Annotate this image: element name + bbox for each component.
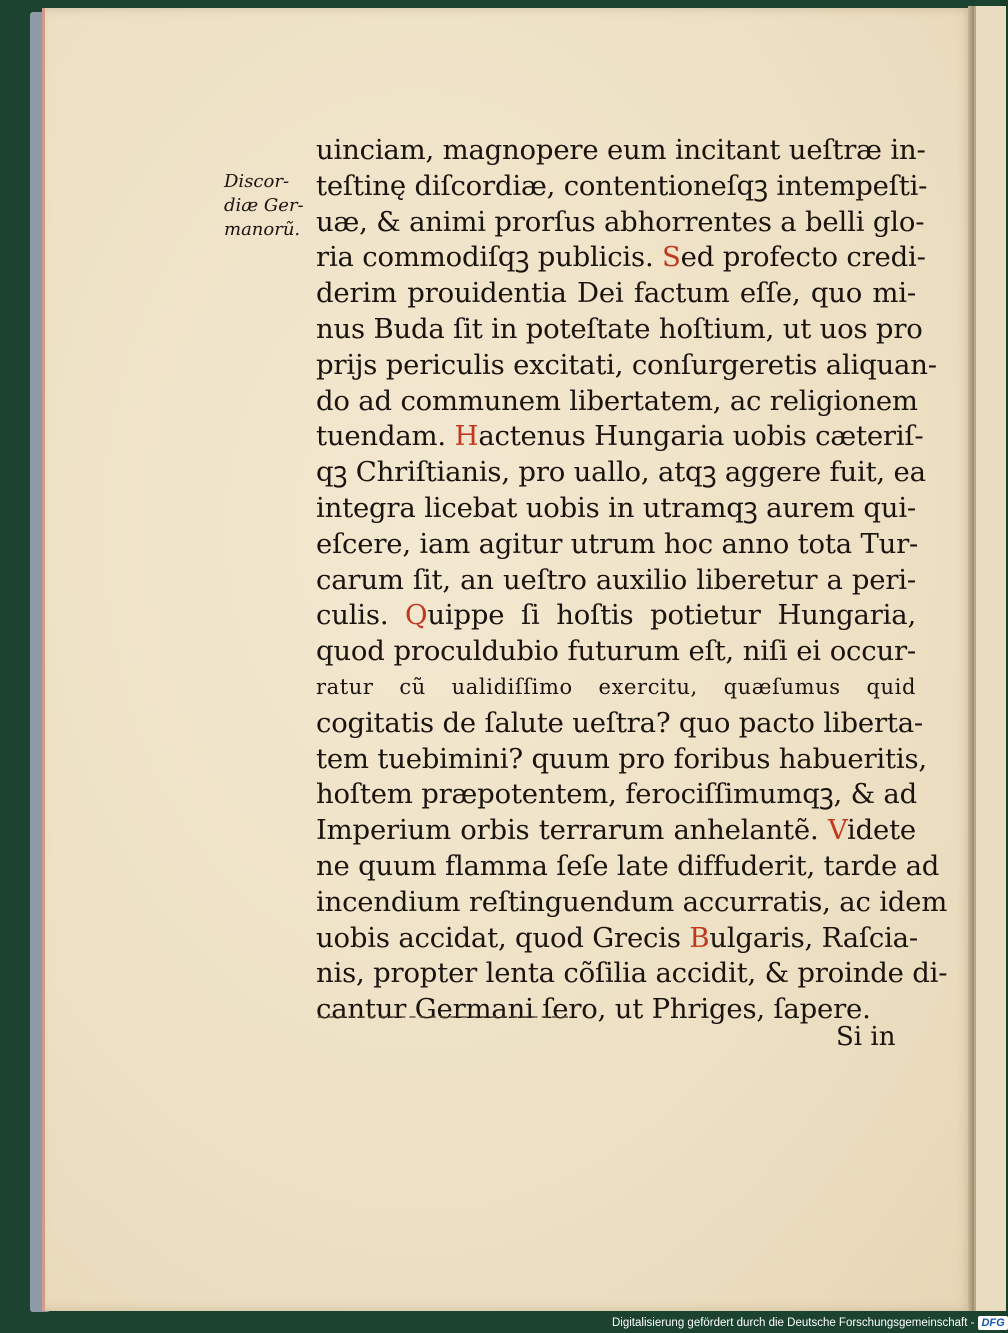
text-line xyxy=(316,133,926,169)
marginal-note-line: Discor- xyxy=(224,171,290,192)
text-line xyxy=(316,706,924,742)
text-segment: actenus Hungaria uobis cæteriſ- xyxy=(478,420,924,453)
rubricated-initial: S xyxy=(662,241,681,274)
text-segment: do ad communem libertatem, ac religionem xyxy=(316,384,918,417)
text-line xyxy=(316,419,924,455)
text-line xyxy=(316,276,916,312)
underline-rule xyxy=(318,1016,568,1018)
text-line xyxy=(316,312,923,348)
text-line xyxy=(316,992,916,1028)
text-line xyxy=(316,455,926,491)
rubricated-initial: V xyxy=(827,814,847,847)
text-line xyxy=(316,384,916,420)
text-line xyxy=(316,849,940,885)
text-segment: ed profecto credi- xyxy=(680,241,926,274)
body-text xyxy=(316,133,948,1028)
text-segment: culis. xyxy=(316,599,406,632)
rubricated-initial: Q xyxy=(405,599,428,632)
text-line xyxy=(316,169,928,205)
text-segment: nus Buda ſit in poteſtate hoſtium, ut uos pro xyxy=(316,312,923,345)
text-segment: uæ, & animi prorſus abhorrentes a belli glo- xyxy=(316,205,925,238)
text-segment: tuendam. xyxy=(316,420,455,453)
text-segment: carum ſit, an ueſtro auxilio liberetur a peri- xyxy=(316,563,916,596)
text-segment: idete xyxy=(847,814,916,847)
marginal-note-line: manorũ. xyxy=(224,219,301,240)
rubricated-initial: B xyxy=(689,921,710,954)
text-line xyxy=(316,491,916,527)
text-segment: teſtinę diſcordiæ, contentioneſqꝫ intempeſti- xyxy=(316,169,928,202)
text-line xyxy=(316,563,916,599)
text-segment: derim prouidentia Dei factum eſſe, quo mi- xyxy=(316,277,916,310)
text-segment: ratur cũ ualidiſſimo exercitu, quæſumus quid xyxy=(316,674,916,699)
text-segment: integra licebat uobis in utramqꝫ aurem qui- xyxy=(316,491,916,524)
text-segment: uippe ſi hoſtis potietur Hungaria, xyxy=(427,599,917,632)
marginal-note xyxy=(224,170,320,242)
text-segment: ne quum flamma ſeſe late diffuderit, tarde ad xyxy=(316,849,940,882)
text-segment: ria commodiſqꝫ publicis. xyxy=(316,241,663,274)
text-segment: eſcere, iam agitur utrum hoc anno tota Tur- xyxy=(316,527,919,560)
rubricated-initial: H xyxy=(454,420,479,453)
text-line xyxy=(316,205,925,241)
marginal-note-line: diæ Ger- xyxy=(224,195,304,216)
text-line xyxy=(316,634,916,670)
text-line xyxy=(316,240,926,276)
text-segment: tem tuebimini? quum pro foribus habueritis, xyxy=(316,742,927,775)
text-line xyxy=(316,777,916,813)
catchword: Si in xyxy=(836,1022,896,1052)
text-line xyxy=(316,956,948,992)
text-line xyxy=(316,527,919,563)
text-segment: cantur Germani ſero, ut Phriges, ſapere. xyxy=(316,993,871,1026)
text-segment: uobis accidat, quod Grecis xyxy=(316,921,690,954)
facing-page-edge xyxy=(974,6,1006,1311)
text-segment: quod proculdubio futurum eſt, niſi ei occur- xyxy=(316,635,916,668)
text-line xyxy=(316,598,916,634)
text-segment: hoſtem præpotentem, ferociſſimumqꝫ, & ad xyxy=(316,778,917,811)
text-line xyxy=(316,348,937,384)
text-line xyxy=(316,670,916,706)
text-segment: ulgaris, Raſcia- xyxy=(709,921,918,954)
text-line xyxy=(316,742,927,778)
text-line xyxy=(316,813,916,849)
text-line xyxy=(316,885,948,921)
text-segment: cogitatis de ſalute ueſtra? quo pacto liberta- xyxy=(316,706,924,739)
credit-text: Digitalisierung gefördert durch die Deutsche Forschungsgemeinschaft - xyxy=(612,1317,975,1329)
text-line xyxy=(316,921,916,957)
digitization-credit xyxy=(612,1314,1008,1332)
text-segment: nis, propter lenta cõſilia accidit, & proinde di- xyxy=(316,957,948,990)
text-segment: uinciam, magnopere eum incitant ueſtræ in- xyxy=(316,134,926,166)
text-segment: prijs periculis excitati, conſurgeretis aliquan- xyxy=(316,348,937,381)
text-segment: qꝫ Chriſtianis, pro uallo, atqꝫ aggere fuit, ea xyxy=(316,456,926,489)
text-segment: incendium reſtinguendum accurratis, ac idem xyxy=(316,885,948,918)
text-segment: Imperium orbis terrarum anhelantẽ. xyxy=(316,814,828,847)
dfg-logo: DFG xyxy=(978,1316,1007,1330)
